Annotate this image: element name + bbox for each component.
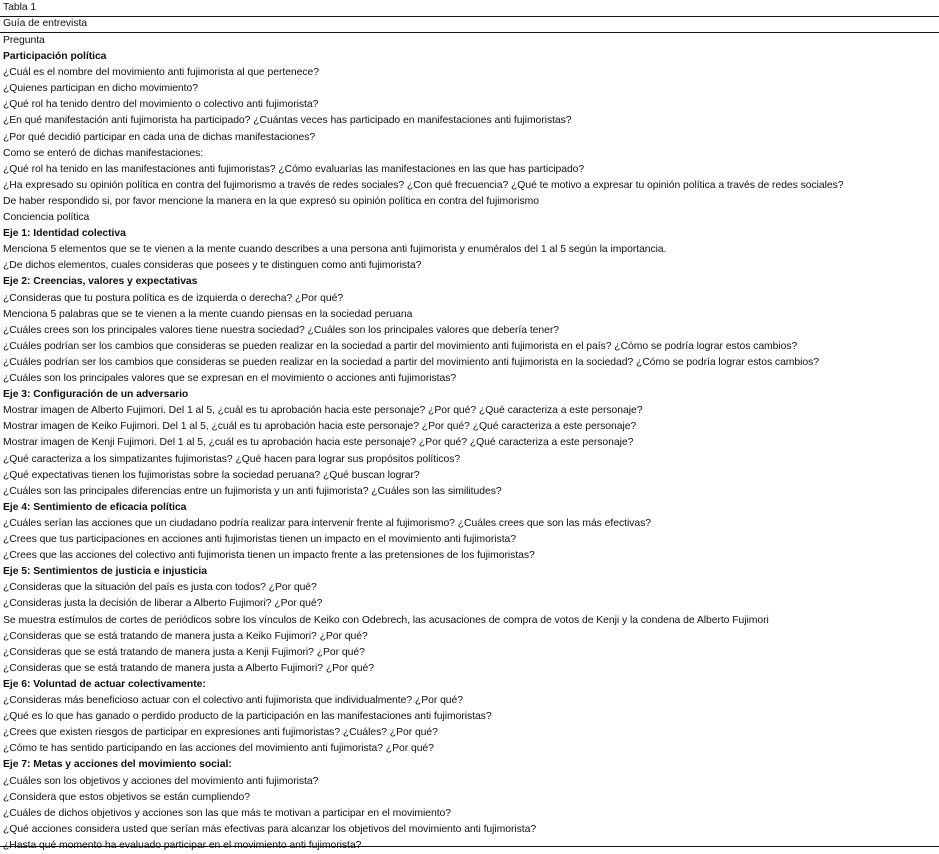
question-row: Mostrar imagen de Alberto Fujimori. Del 1 al 5, ¿cuál es tu aprobación hacia este personaje? ¿Por qué? ¿Qué caracteriza a este personaje?	[3, 405, 643, 417]
question-row: ¿Consideras que se está tratando de manera justa a Kenji Fujimori? ¿Por qué?	[3, 646, 365, 658]
question-row: Menciona 5 palabras que se te vienen a la mente cuando piensas en la sociedad peruana	[3, 308, 413, 320]
section-heading: Eje 4: Sentimiento de eficacia política	[3, 501, 187, 513]
question-row: Mostrar imagen de Kenji Fujimori. Del 1 al 5, ¿cuál es tu aprobación hacia este personaje? ¿Por qué? ¿Qué caracteriza a este personaje?	[3, 437, 634, 449]
question-row: ¿En qué manifestación anti fujimorista ha participado? ¿Cuántas veces has participado en manifestaciones anti fujimoristas?	[3, 115, 572, 127]
question-row: ¿Qué caracteriza a los simpatizantes fujimoristas? ¿Qué hacen para lograr sus propósitos políticos?	[3, 453, 461, 465]
question-row: ¿Crees que existen riesgos de participar en expresiones anti fujimoristas? ¿Cuáles? ¿Por qué?	[3, 727, 438, 739]
section-heading: Participación política	[3, 51, 107, 62]
question-row: ¿Ha expresado su opinión política en contra del fujimorismo a través de redes sociales? ¿Con qué frecuencia? ¿Qué te motivo a expresar tu opinión política a través de redes sociales?	[3, 179, 844, 191]
header-rule	[0, 32, 939, 33]
question-row: ¿Crees que las acciones del colectivo anti fujimorista tienen un impacto frente a las pretensiones de los fujimoristas?	[3, 550, 535, 562]
question-row: ¿Cuáles son las principales diferencias entre un fujimorista y un anti fujimorista? ¿Cuáles son las similitudes?	[3, 485, 502, 497]
question-row: ¿De dichos elementos, cuales consideras que posees y te distinguen como anti fujimorista?	[3, 260, 422, 272]
question-row: ¿Cómo te has sentido participando en las acciones del movimiento anti fujimorista? ¿Por qué?	[3, 743, 434, 755]
question-row: ¿Qué expectativas tienen los fujimoristas sobre la sociedad peruana? ¿Qué buscan lograr?	[3, 469, 420, 481]
question-row: ¿Hasta qué momento ha evaluado participar en el movimiento anti fujimorista?	[3, 839, 362, 851]
question-row: ¿Cuáles crees son los principales valores tiene nuestra sociedad? ¿Cuáles son los principales valores que debería tener?	[3, 324, 559, 336]
question-row: ¿Quienes participan en dicho movimiento?	[3, 83, 198, 95]
table-label: Tabla 1	[3, 2, 37, 13]
question-row: ¿Qué rol ha tenido en las manifestaciones anti fujimoristas? ¿Cómo evaluarías las manifestaciones en las que has participado?	[3, 163, 585, 175]
question-row: ¿Consideras que la situación del país es justa con todos? ¿Por qué?	[3, 582, 317, 594]
question-row: Como se enteró de dichas manifestaciones:	[3, 147, 204, 159]
question-row: Conciencia política	[3, 212, 90, 223]
question-row: ¿Consideras más beneficioso actuar con el colectivo anti fujimorista que individualmente? ¿Por qué?	[3, 695, 463, 706]
question-row: Menciona 5 elementos que se te vienen a la mente cuando describes a una persona anti fujimorista y enuméralos del 1 al 5 según la importancia.	[3, 244, 667, 256]
section-heading: Eje 7: Metas y acciones del movimiento social:	[3, 759, 232, 771]
question-row: ¿Cuáles serían las acciones que un ciudadano podría realizar para intervenir frente al fujimorismo? ¿Cuáles crees que son las más efectivas?	[3, 517, 651, 529]
question-row: ¿Consideras que se está tratando de manera justa a Keiko Fujimori? ¿Por qué?	[3, 630, 368, 642]
question-row: De haber respondido si, por favor mencione la manera en la que expresó su opinión política en contra del fujimorismo	[3, 195, 539, 207]
section-heading: Eje 2: Creencias, valores y expectativas	[3, 276, 198, 288]
question-row: ¿Qué es lo que has ganado o perdido producto de la participación en las manifestaciones anti fujimoristas?	[3, 711, 492, 723]
question-row: ¿Qué rol ha tenido dentro del movimiento o colectivo anti fujimorista?	[3, 99, 319, 111]
question-row: ¿Consideras justa la decisión de liberar a Alberto Fujimori? ¿Por qué?	[3, 598, 323, 610]
question-row: ¿Cuáles de dichos objetivos y acciones son las que más te motivan a participar en el movimiento?	[3, 807, 452, 819]
table-bottom-rule	[0, 846, 939, 847]
section-heading: Eje 1: Identidad colectiva	[3, 228, 126, 240]
question-row: ¿Cuáles podrían ser los cambios que consideras se pueden realizar en la sociedad a partir del movimiento anti fujimorista en el país? ¿Cómo se podría lograr estos cambios?	[3, 340, 798, 352]
table-title: Guía de entrevista	[3, 18, 88, 29]
question-row: ¿Cuáles podrían ser los cambios que consideras se pueden realizar en la sociedad a partir del movimiento anti fujimorista en la sociedad? ¿Cómo se podría lograr estos cambios?	[3, 356, 820, 368]
question-row: Mostrar imagen de Keiko Fujimori. Del 1 al 5, ¿cuál es tu aprobación hacia este personaje? ¿Por qué? ¿Qué caracteriza a este personaje?	[3, 421, 637, 433]
question-row: ¿Consideras que se está tratando de manera justa a Alberto Fujimori? ¿Por qué?	[3, 662, 374, 674]
question-row: ¿Cuáles son los objetivos y acciones del movimiento anti fujimorista?	[3, 775, 319, 787]
section-heading: Eje 6: Voluntad de actuar colectivamente:	[3, 678, 206, 690]
question-row: ¿Cuál es el nombre del movimiento anti fujimorista al que pertenece?	[3, 67, 319, 79]
question-row: ¿Cuáles son los principales valores que se expresan en el movimiento o acciones anti fujimoristas?	[3, 373, 457, 384]
section-heading: Eje 3: Configuración de un adversario	[3, 389, 189, 401]
question-row: ¿Crees que tus participaciones en acciones anti fujimoristas tienen un impacto en el movimiento anti fujimorista?	[3, 534, 516, 545]
question-row: ¿Considera que estos objetivos se están cumpliendo?	[3, 791, 250, 803]
table-top-rule	[0, 16, 939, 17]
question-row: ¿Qué acciones considera usted que serían más efectivas para alcanzar los objetivos del movimiento anti fujimorista?	[3, 823, 537, 835]
section-heading: Eje 5: Sentimientos de justicia e injusticia	[3, 566, 207, 578]
column-header: Pregunta	[3, 35, 45, 46]
question-row: ¿Por qué decidió participar en cada una de dichas manifestaciones?	[3, 131, 316, 143]
question-row: Se muestra estímulos de cortes de periódicos sobre los vínculos de Keiko con Odebrech, las acusaciones de compra de votos de Kenji y la condena de Alberto Fujimori	[3, 614, 769, 626]
question-row: ¿Consideras que tu postura política es de izquierda o derecha? ¿Por qué?	[3, 292, 344, 304]
